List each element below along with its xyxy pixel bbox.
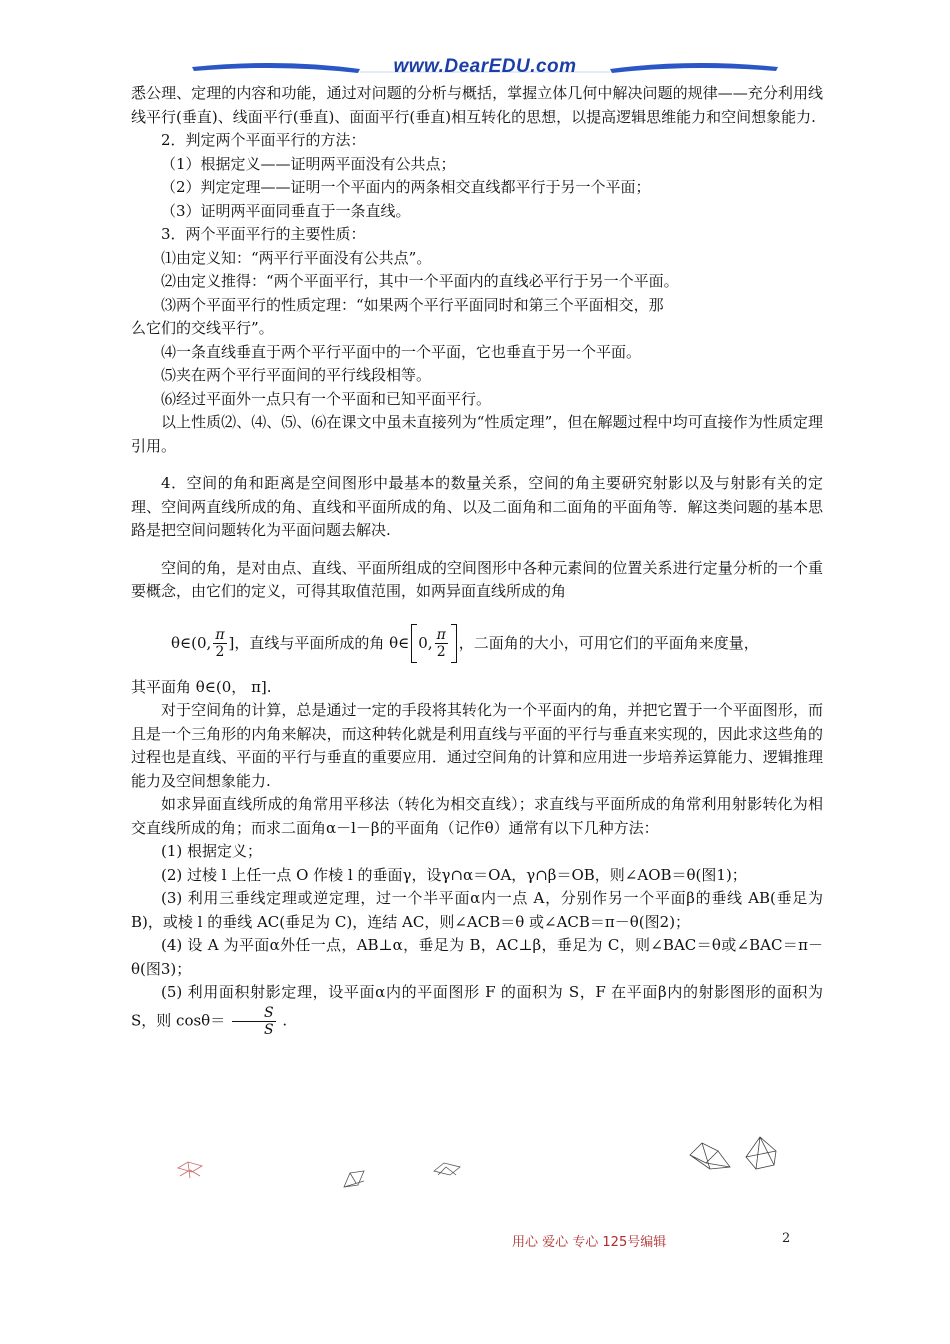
angle-range-formula (131, 612, 823, 676)
figure-3-diagram (432, 1161, 462, 1179)
area-denominator: S (264, 1021, 274, 1038)
area-ratio-fraction (232, 1005, 276, 1038)
page-number: 2 (782, 1231, 791, 1246)
section-3-item-4: ⑷一条直线垂直于两个平行平面中的一个平面，它也垂直于另一个平面。 (161, 342, 642, 361)
section-2-item-2: （2）判定定理——证明一个平面内的两条相交直线都平行于另一个平面； (161, 178, 651, 196)
theta-range-open: θ∈(0, (171, 633, 212, 652)
method-5-text: (5) 利用面积射影定理，设平面α内的平面图形 F 的面积为 S，F 在平面β内的射影图形的面积为 S，则 cosθ＝ (131, 983, 823, 1029)
fraction-numerator: π (215, 627, 225, 643)
site-url: www.DearEDU.com (393, 56, 577, 77)
figure-5-diagram (742, 1135, 778, 1173)
section-2-item-1: （1）根据定义——证明两平面没有公共点； (161, 154, 456, 173)
section-3-title: 3．两个平面平行的主要性质： (161, 225, 366, 243)
methods-intro: 如求异面直线所成的角常用平移法（转化为相交直线）；求直线与平面所成的角常利用射影转化为相交直线所成的角；而求二面角α－l－β的平面角（记作θ）通常有以下几种方法： (131, 795, 823, 837)
method-5 (131, 981, 823, 1038)
fraction-denominator: 2 (215, 644, 225, 660)
angle-intro: 空间的角，是对由点、直线、平面所组成的空间图形中各种元素间的位置关系进行定量分析的一个重要概念，由它们的定义，可得其取值范围，如两异面直线所成的角 (131, 558, 823, 600)
section-3-item-2: ⑵由定义推得：“两个平面平行，其中一个平面内的直线必平行于另一个平面。 (161, 272, 679, 290)
angle-calculation: 对于空间角的计算，总是通过一定的手段将其转化为一个平面内的角，并把它置于一个平面图形，而且是一个三角形的内角来解决，而这种转化就是利用直线与平面的平行与垂直来实现的，因此求这些角的过程也是直线、平面的平行与垂直的重要应用．通过空间角的计算和应用进一步培养运算能力、逻辑推理能力及空间想象能力. (131, 701, 823, 790)
plane-angle-range: 其平面角 θ∈(0， π]. (131, 677, 272, 696)
method-5-end: . (282, 1011, 288, 1029)
interval-zero: 0, (418, 633, 433, 652)
method-1: (1) 根据定义； (161, 842, 263, 860)
figure-row (170, 1135, 790, 1195)
figure-1-diagram (176, 1160, 204, 1180)
section-3-item-3-cont: 么它们的交线平行”。 (131, 319, 274, 337)
pi-over-2-fraction-2 (435, 627, 448, 660)
section-4: 4．空间的角和距离是空间图形中最基本的数量关系，空间的角主要研究射影以及与射影有关的定理、空间两直线所成的角、直线和平面所成的角、以及二面角和二面角的平面角等．解这类问题的基本思路是把空间问题转化为平面问题去解决. (131, 474, 823, 539)
figure-2-diagram (342, 1167, 368, 1189)
dihedral-angle-text: ，二面角的大小，可用它们的平面角来度量， (458, 633, 759, 652)
line-plane-angle-text: ，直线与平面所成的角 θ∈ (234, 633, 410, 652)
method-2: (2) 过棱 l 上任一点 O 作棱 l 的垂面γ，设γ∩α＝OA，γ∩β＝OB，则∠AOB＝θ(图1)； (161, 865, 747, 884)
footer-text: 用心 爱心 专心 125号编辑 (512, 1235, 667, 1250)
fraction-numerator-2: π (436, 627, 446, 643)
figure-4-diagram (688, 1139, 732, 1173)
area-numerator: S (232, 1005, 276, 1022)
closed-interval (411, 625, 457, 662)
section-2-item-3: （3）证明两平面同垂直于一条直线。 (161, 201, 411, 220)
section-3-item-1: ⑴由定义知：“两平行平面没有公共点”。 (161, 248, 432, 267)
section-2-title: 2．判定两个平面平行的方法： (161, 131, 366, 149)
pi-over-2-fraction (213, 627, 226, 660)
section-3-item-5: ⑸夹在两个平行平面间的平行线段相等。 (161, 366, 432, 384)
fraction-denominator-2: 2 (436, 644, 446, 660)
section-3-note: 以上性质⑵、⑷、⑸、⑹在课文中虽未直接列为“性质定理”，但在解题过程中均可直接作为性质定理引用。 (131, 413, 823, 455)
method-4: (4) 设 A 为平面α外任一点，AB⊥α，垂足为 B，AC⊥β，垂足为 C，则∠BAC＝θ或∠BAC＝π－θ(图3)； (131, 936, 823, 978)
section-3-item-6: ⑹经过平面外一点只有一个平面和已知平面平行。 (161, 389, 492, 408)
theta-range-close: ] (228, 633, 235, 652)
main-text (131, 82, 823, 1038)
paragraph-intro: 悉公理、定理的内容和功能，通过对问题的分析与概括，掌握立体几何中解决问题的规律——充分利用线线平行(垂直)、线面平行(垂直)、面面平行(垂直)相互转化的思想，以提高逻辑思维能力和空间想象能力. (131, 84, 823, 126)
section-3-item-3: ⑶两个平面平行的性质定理：“如果两个平行平面同时和第三个平面相交，那 (161, 295, 664, 314)
method-3: (3) 利用三垂线定理或逆定理，过一个半平面α内一点 A，分别作另一个平面β的垂线 AB(垂足为 B)，或棱 l 的垂线 AC(垂足为 C)，连结 AC，则∠ACB＝θ 或∠ACB＝π－θ(图2)； (131, 889, 823, 931)
